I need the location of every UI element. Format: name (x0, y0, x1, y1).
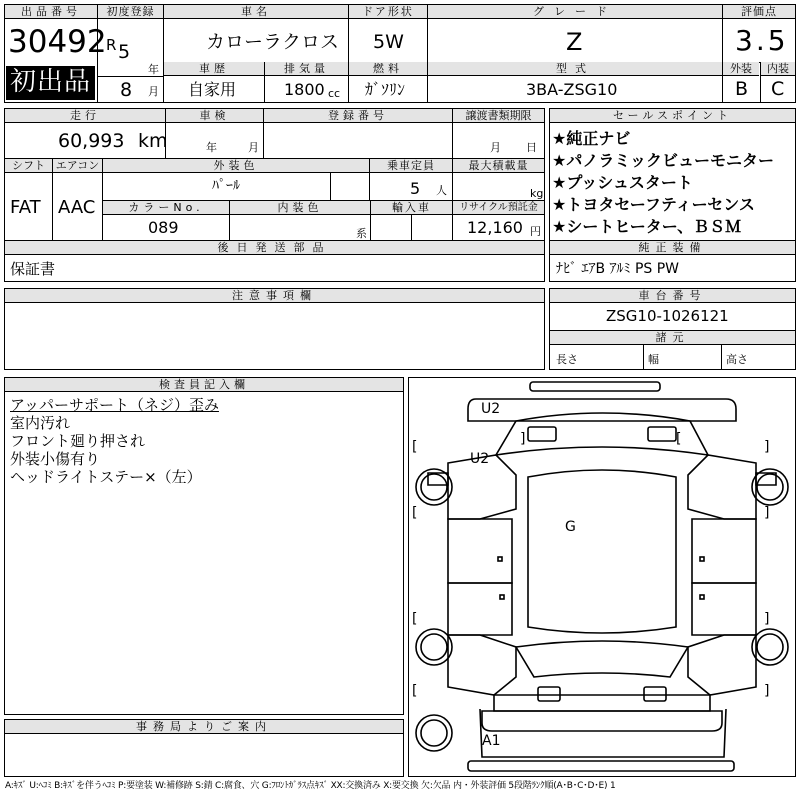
shift: FAT (10, 197, 41, 218)
left-front-door-shape (448, 519, 512, 583)
bracket-right-mid: ] (764, 505, 770, 521)
width-label: 幅 (648, 353, 659, 366)
mileage: 60,993 (58, 130, 125, 152)
sales-point-1: ★純正ナビ (552, 129, 631, 148)
history: 自家用 (188, 80, 237, 99)
inspection-year-unit: 年 (206, 141, 217, 154)
int-color-unit: 系 (356, 227, 367, 240)
office-label: 事務局よりご案内 (5, 720, 403, 734)
rear-bumper-shape (482, 711, 722, 731)
bracket-front-left: ] (520, 431, 526, 447)
capacity: 5 (410, 179, 421, 198)
sales-point-3: ★プッシュスタート (552, 173, 693, 192)
length-label: 長さ (556, 353, 578, 366)
ac-label: エアコン (53, 159, 102, 173)
inspector-line-1: アッパーサポート（ネジ）歪み (10, 396, 219, 414)
car-name: カローラクロス (206, 31, 340, 53)
mark-u2-front: U2 (481, 401, 501, 417)
right-front-door-shape (692, 519, 756, 583)
bracket-front-right: [ (676, 431, 682, 447)
sales-points-label: セールスポイント (550, 109, 795, 123)
bracket-right-top: ] (764, 439, 770, 455)
height-label: 高さ (726, 353, 748, 366)
year-unit: 年 (148, 63, 159, 76)
chassis-label: 車台番号 (550, 289, 795, 303)
color-no-label: カラーNo. (103, 201, 229, 215)
bracket-right-low: ] (764, 611, 770, 627)
left-rear-fender-shape (448, 635, 516, 695)
interior-label: 内装 (761, 62, 795, 76)
sales-point-5: ★シートヒーター、ＢＳＭ (552, 217, 742, 236)
trunk-shape (494, 695, 710, 711)
inspector-line-3: フロント廻り押され (10, 432, 146, 450)
inspection-label: 車検 (166, 109, 263, 123)
sales-point-4: ★トヨタセーフティーセンス (552, 195, 755, 214)
car-damage-diagram (408, 377, 796, 777)
displacement: 1800 (284, 80, 325, 99)
left-rear-door-shape (448, 583, 512, 635)
mark-u2-fender: U2 (470, 451, 490, 467)
bracket-left-top: [ (412, 439, 418, 455)
mark-a1-rear: A1 (482, 733, 501, 749)
right-rear-fender-shape (688, 635, 756, 695)
door-type: 5W (373, 31, 404, 53)
later-parts-label: 後日発送部品 (5, 241, 544, 255)
grade-label: グレード (428, 5, 722, 19)
legend: A:ｷｽﾞ U:ﾍｺﾐ B:ｷｽﾞを伴うﾍｺﾐ P:要塗装 W:補修跡 S:錆 C:腐食、穴 G:ﾌﾛﾝﾄｶﾞﾗｽ点ｷｽﾞ XX:交換済み X:要交換 欠:欠品 内・外装評価 5段階ﾗﾝｸ順(A･B･C･D･E) 1 (5, 781, 616, 791)
reg-year: 5 (118, 41, 131, 63)
fuel-label: 燃料 (349, 62, 427, 76)
ext-color-label: 外装色 (103, 159, 369, 173)
transfer-month-unit: 月 (490, 141, 501, 154)
ac: AAC (58, 197, 96, 218)
mileage-label: 走行 (5, 109, 165, 123)
chassis-number: ZSG10-1026121 (606, 307, 729, 325)
front-bumper-shape (530, 382, 660, 391)
color-no: 089 (148, 218, 179, 237)
inspector-line-2: 室内汚れ (10, 414, 71, 432)
first-listing-text: 初出品 (10, 67, 92, 97)
cc-unit: cc (328, 87, 341, 100)
ext-color: ﾊﾟｰﾙ (212, 178, 240, 194)
inspector-line-4: 外装小傷有り (10, 450, 101, 468)
genuine-label: 純正装備 (550, 241, 795, 255)
bracket-left-mid: [ (412, 505, 418, 521)
inspector-line-5: ヘッドライトステー×（左） (10, 468, 202, 486)
mark-g-windshield: G (565, 519, 576, 535)
bracket-left-bottom: [ (412, 683, 418, 699)
exterior-grade: B (735, 78, 749, 100)
month-unit: 月 (148, 85, 159, 98)
inspection-month-unit: 月 (248, 141, 259, 154)
interior-grade: C (771, 78, 785, 100)
right-rear-door-shape (692, 583, 756, 635)
shift-label: シフト (5, 159, 52, 173)
capacity-label: 乗車定員 (370, 159, 452, 173)
history-label: 車歴 (164, 62, 264, 76)
lot-number-label: 出品番号 (5, 5, 97, 19)
notes-label: 注意事項欄 (5, 289, 544, 303)
recycle-fee: 12,160 (467, 218, 523, 237)
front-top-shape (468, 399, 736, 421)
first-reg-label: 初度登録 (98, 5, 163, 19)
km-unit: km (138, 130, 168, 152)
exterior-label: 外装 (723, 62, 759, 76)
era: R (106, 36, 117, 54)
right-front-fender-shape (688, 455, 756, 519)
lot-number: 30492 (8, 24, 107, 60)
import-label: 輸入車 (371, 201, 452, 215)
displacement-label: 排気量 (265, 62, 348, 76)
reg-no-label: 登録番号 (264, 109, 452, 123)
later-parts-value: 保証書 (10, 260, 56, 278)
person-unit: 人 (436, 184, 447, 197)
rear-window-shape (516, 641, 688, 677)
car-name-label: 車名 (164, 5, 348, 19)
model-code: 3BA-ZSG10 (526, 80, 618, 99)
recycle-label: リサイクル預託金 (453, 201, 544, 215)
bracket-left-low: [ (412, 611, 418, 627)
score-label: 評価点 (723, 5, 795, 19)
transfer-day-unit: 日 (526, 141, 537, 154)
sales-point-2: ★パノラミックビューモニター (552, 151, 775, 170)
inspector-label: 検査員記入欄 (5, 378, 403, 392)
roof-shape (528, 470, 676, 633)
score: 3.5 (735, 24, 789, 57)
rear-panel-shape (468, 761, 734, 771)
grade: Z (566, 28, 583, 56)
door-label: ドア形状 (349, 5, 427, 19)
yen-unit: 円 (530, 225, 541, 238)
dims-label: 諸元 (550, 331, 795, 345)
kg-unit: kg (530, 187, 544, 200)
load-label: 最大積載量 (453, 159, 544, 173)
transfer-label: 譲渡書類期限 (453, 109, 544, 123)
bracket-right-bottom: ] (764, 683, 770, 699)
fuel: ｶﾞｿﾘﾝ (365, 80, 406, 99)
int-color-label: 内装色 (230, 201, 370, 215)
genuine-value: ﾅﾋﾞ ｴｱB ｱﾙﾐ PS PW (556, 261, 680, 277)
model-label: 型式 (428, 62, 722, 76)
reg-month: 8 (120, 79, 133, 101)
